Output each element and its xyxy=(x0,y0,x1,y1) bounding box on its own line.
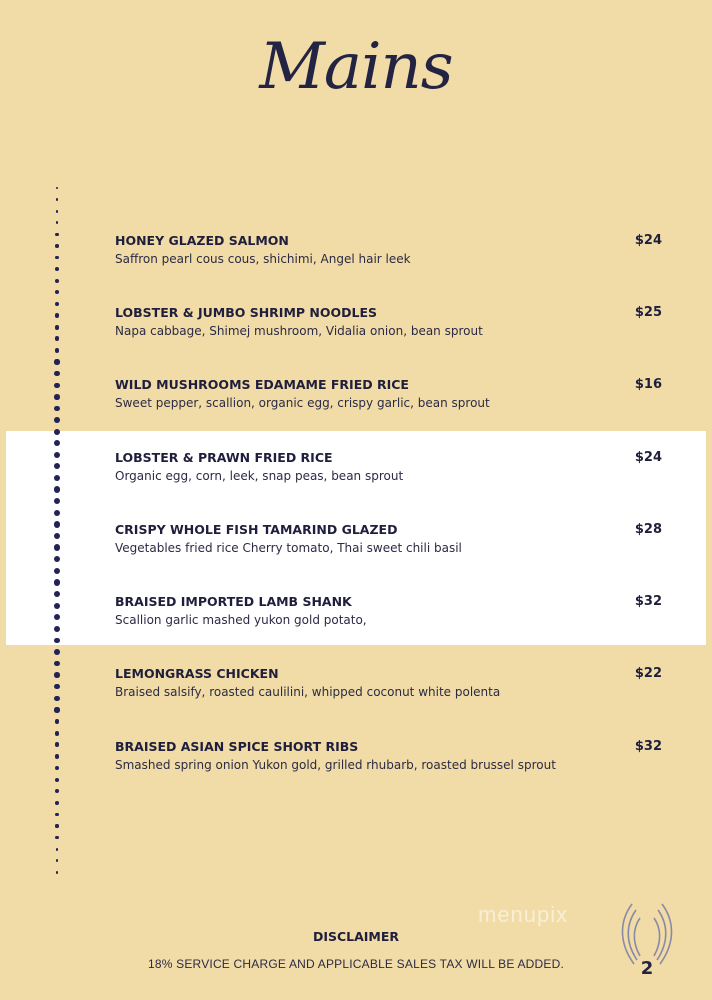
decorative-dot xyxy=(54,429,60,435)
decorative-dot xyxy=(55,256,59,260)
item-name: LEMONGRASS CHICKEN xyxy=(115,666,279,681)
decorative-dot xyxy=(55,742,60,747)
decorative-dot xyxy=(54,406,60,412)
decorative-dot xyxy=(54,544,61,551)
decorative-dot xyxy=(54,475,60,481)
item-description: Sweet pepper, scallion, organic egg, crispy garlic, bean sprout xyxy=(115,396,490,410)
decorative-dot xyxy=(54,568,60,574)
decorative-dot xyxy=(54,696,59,701)
decorative-dot xyxy=(54,383,59,388)
decorative-dot xyxy=(55,313,59,317)
disclaimer-text: 18% SERVICE CHARGE AND APPLICABLE SALES TAX WILL BE ADDED. xyxy=(148,957,564,971)
decorative-dot xyxy=(54,603,60,609)
decorative-dot xyxy=(54,463,60,469)
decorative-dot xyxy=(54,452,60,458)
item-description: Organic egg, corn, leek, snap peas, bean sprout xyxy=(115,469,404,483)
decorative-dot xyxy=(55,813,59,817)
decorative-dot xyxy=(55,836,58,839)
item-name: WILD MUSHROOMS EDAMAME FRIED RICE xyxy=(115,377,409,392)
decorative-dot xyxy=(56,848,59,851)
item-name: BRAISED ASIAN SPICE SHORT RIBS xyxy=(115,739,359,754)
item-name: HONEY GLAZED SALMON xyxy=(115,233,289,248)
decorative-dot xyxy=(55,348,60,353)
decorative-dot xyxy=(55,290,59,294)
decorative-dot xyxy=(56,210,59,213)
item-price: $32 xyxy=(634,594,662,609)
decorative-dot xyxy=(54,661,60,667)
item-name: LOBSTER & JUMBO SHRIMP NOODLES xyxy=(115,305,378,320)
menu-item xyxy=(115,450,665,484)
decorative-dot xyxy=(54,649,60,655)
page-title: Mains xyxy=(259,30,453,104)
menu-item xyxy=(115,594,665,628)
item-description: Braised salsify, roasted caulilini, whipped coconut white polenta xyxy=(115,685,501,699)
decorative-dot xyxy=(54,486,60,492)
decorative-dot xyxy=(56,871,58,873)
item-price: $32 xyxy=(634,739,662,754)
item-price: $22 xyxy=(634,666,662,681)
decorative-dot xyxy=(55,233,58,236)
decorative-dot xyxy=(54,707,59,712)
decorative-dot xyxy=(55,801,59,805)
decorative-dot xyxy=(54,684,59,689)
menu-item xyxy=(115,666,665,700)
decorative-dot xyxy=(55,789,59,793)
item-description: Napa cabbage, Shimej mushroom, Vidalia onion, bean sprout xyxy=(115,324,483,338)
decorative-dot xyxy=(55,766,59,770)
decorative-dot xyxy=(54,591,60,597)
decorative-dot xyxy=(54,498,60,504)
item-price: $16 xyxy=(634,377,662,392)
menu-item xyxy=(115,377,665,411)
decorative-dot xyxy=(54,371,59,376)
decorative-dot xyxy=(55,731,60,736)
decorative-dot xyxy=(54,440,60,446)
watermark-text: menupix xyxy=(478,902,569,927)
decorative-dot xyxy=(55,325,60,330)
decorative-dot xyxy=(56,198,58,200)
item-description: Smashed spring onion Yukon gold, grilled rhubarb, roasted brussel sprout xyxy=(115,758,556,772)
decorative-dot xyxy=(54,626,60,632)
decorative-dot xyxy=(55,244,58,247)
decorative-dot xyxy=(56,221,59,224)
item-price: $24 xyxy=(634,233,662,248)
decorative-dot xyxy=(56,187,58,189)
decorative-dot xyxy=(55,719,60,724)
decorative-dot xyxy=(54,672,59,677)
decorative-dot xyxy=(55,336,60,341)
decorative-dot xyxy=(54,510,61,517)
item-price: $25 xyxy=(634,305,662,320)
menu-item xyxy=(115,305,665,339)
decorative-dot xyxy=(55,754,59,758)
item-description: Saffron pearl cous cous, shichimi, Angel hair leek xyxy=(115,252,411,266)
decorative-dot xyxy=(55,824,58,827)
decorative-dot xyxy=(55,267,59,271)
menu-item xyxy=(115,522,665,556)
item-name: CRISPY WHOLE FISH TAMARIND GLAZED xyxy=(115,522,398,537)
decorative-dot xyxy=(56,859,59,862)
decorative-dot xyxy=(54,638,60,644)
item-name: BRAISED IMPORTED LAMB SHANK xyxy=(115,594,352,609)
decorative-dot xyxy=(55,778,59,782)
decorative-dot xyxy=(54,533,61,540)
menu-item xyxy=(115,739,665,773)
item-description: Scallion garlic mashed yukon gold potato, xyxy=(115,613,367,627)
decorative-dot xyxy=(54,614,60,620)
item-name: LOBSTER & PRAWN FRIED RICE xyxy=(115,450,333,465)
decorative-dot xyxy=(54,417,60,423)
menu-item xyxy=(115,233,665,267)
decorative-dot xyxy=(54,394,59,399)
decorative-dot xyxy=(55,302,59,306)
decorative-dot xyxy=(55,279,59,283)
decorative-dot xyxy=(54,359,59,364)
item-price: $24 xyxy=(634,450,662,465)
item-price: $28 xyxy=(634,522,662,537)
decorative-dot xyxy=(54,556,61,563)
page-number: 2 xyxy=(640,958,654,979)
decorative-dot xyxy=(54,579,60,585)
decorative-dot xyxy=(54,521,61,528)
disclaimer-title: DISCLAIMER xyxy=(312,929,400,944)
brand-logo-icon xyxy=(612,900,682,980)
item-description: Vegetables fried rice Cherry tomato, Thai sweet chili basil xyxy=(115,541,462,555)
